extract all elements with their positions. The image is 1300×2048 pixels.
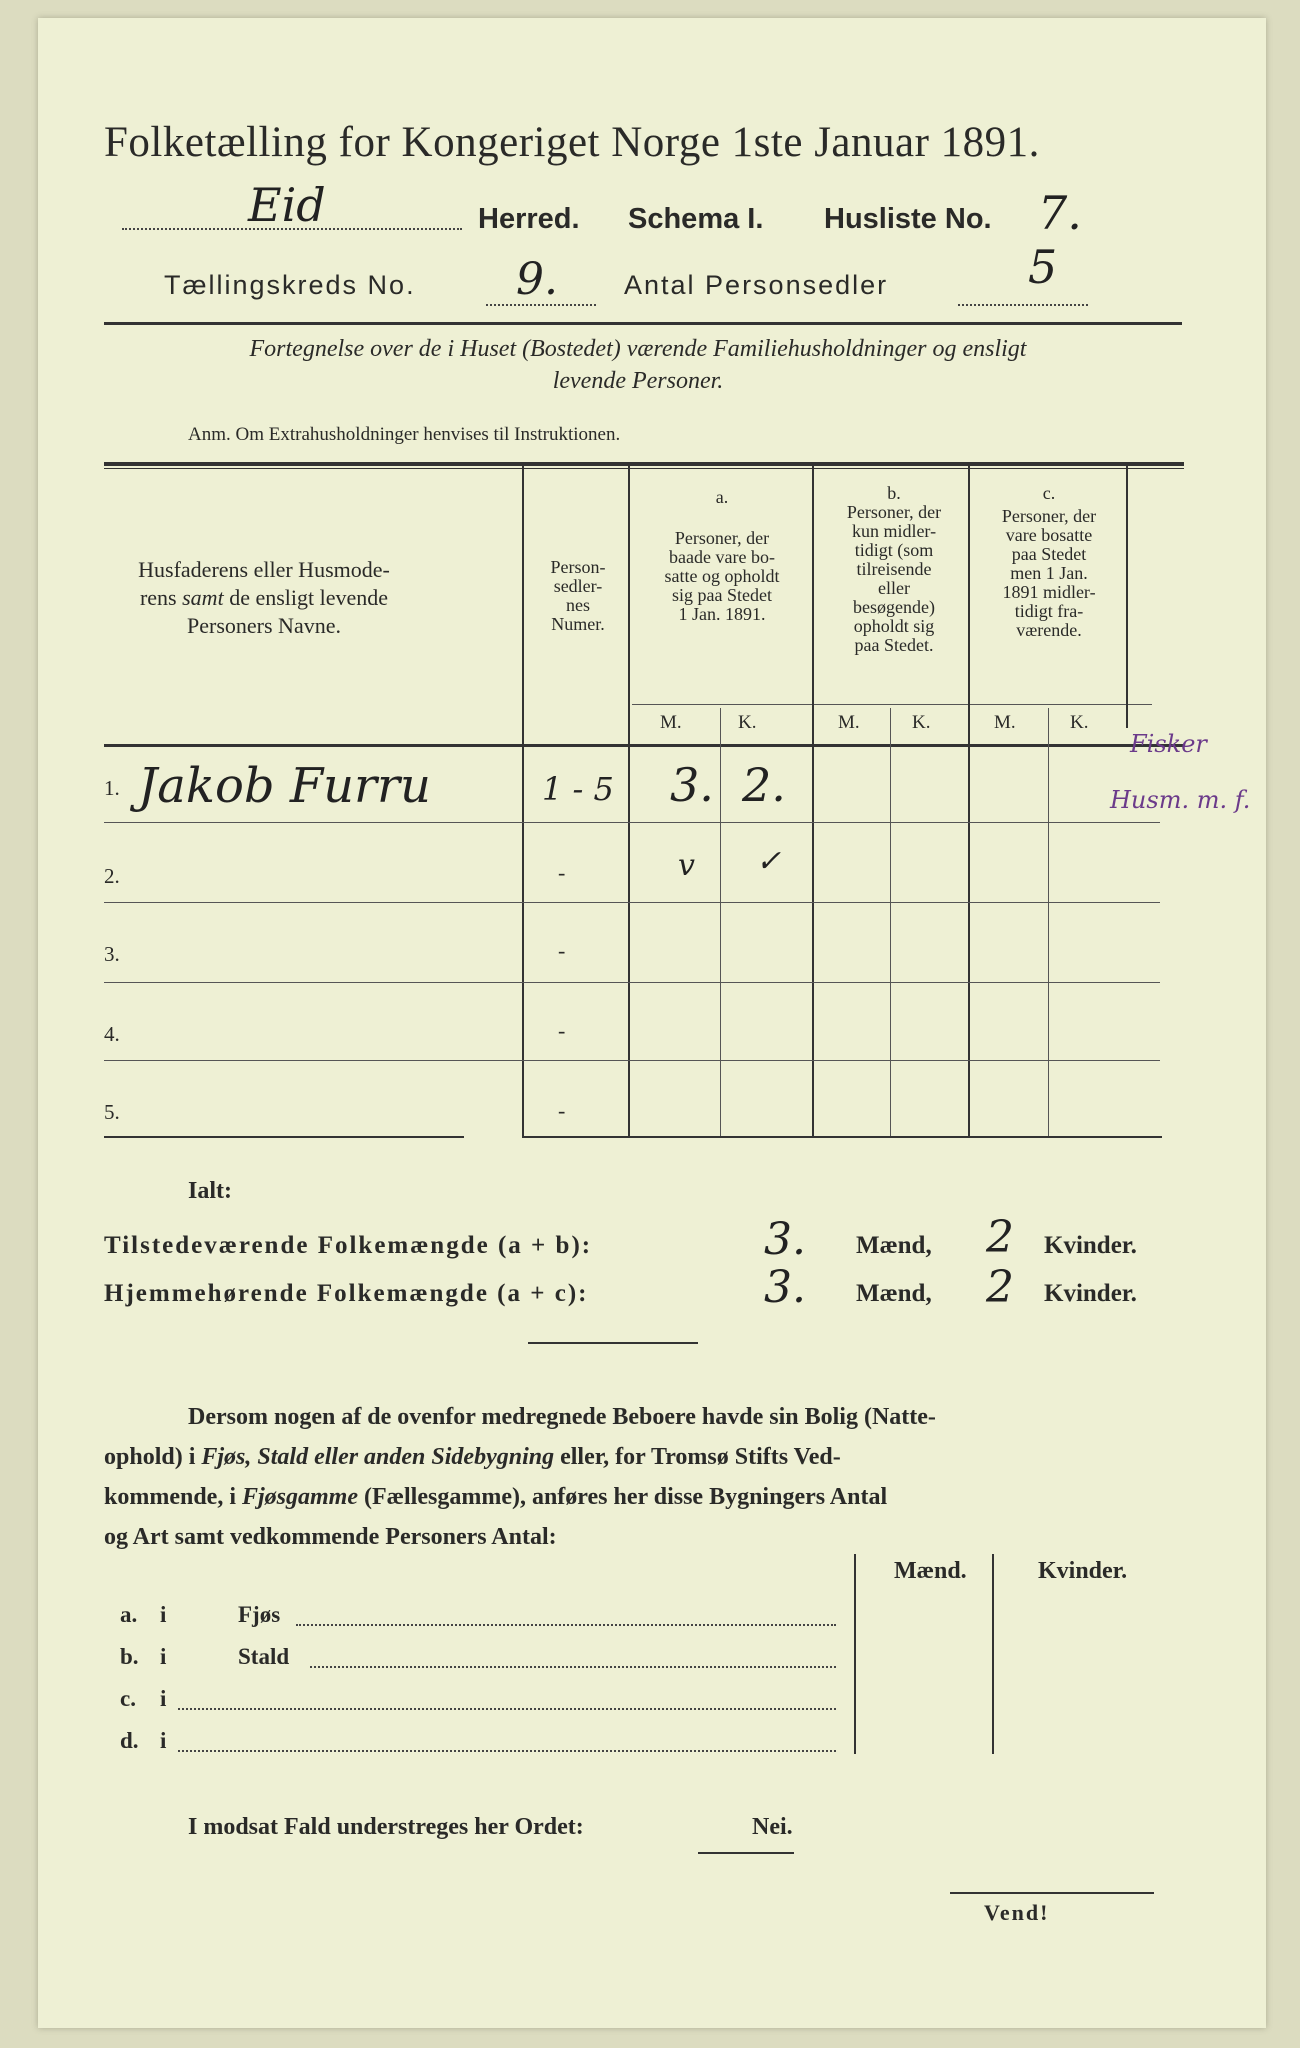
row-numer[interactable]: - <box>558 1098 566 1123</box>
row-name[interactable]: Jakob Furru <box>138 758 431 814</box>
row-a-m[interactable]: v <box>678 848 695 883</box>
b-h0: Personer, der <box>846 502 942 522</box>
personsedler-dotted-line <box>958 304 1088 306</box>
col-numer-header <box>528 558 628 634</box>
vline-a <box>812 466 814 1136</box>
intro-line-1: Fortegnelse over de i Huset (Bostedet) værende Familiehusholdninger og ensligt <box>249 336 1027 362</box>
bygning-label: Fjøs <box>238 1602 281 1627</box>
row-numer[interactable]: - <box>558 938 566 963</box>
kreds-value[interactable]: 9. <box>516 254 558 305</box>
bygning-label: Stald <box>238 1644 290 1669</box>
intro-line-2: levende Personer. <box>552 368 724 394</box>
margin-note-fisker[interactable]: Fisker <box>1130 730 1207 758</box>
bygning-p4: og Art samt vedkommende Personers Antal: <box>104 1524 557 1550</box>
bygning-i: i <box>160 1728 167 1753</box>
a-m-label: M. <box>660 712 682 733</box>
col-c-header <box>972 484 1126 640</box>
bygning-dots <box>310 1666 836 1668</box>
vline-names <box>522 466 524 1136</box>
c-h0: Personer, der <box>1001 506 1097 526</box>
modsat-word[interactable]: Nei. <box>752 1814 793 1840</box>
b-h5: besøgende) <box>853 597 935 617</box>
b-h6: opholdt sig <box>853 616 935 636</box>
table-top-rule-thin <box>104 468 1184 469</box>
husliste-value[interactable]: 7. <box>1038 186 1082 240</box>
b-h7: paa Stedet. <box>854 635 934 655</box>
col-a-header <box>632 488 812 624</box>
vline-c-mk <box>1048 708 1049 1136</box>
bygning-p3a: kommende, i <box>104 1484 242 1510</box>
b-m-label: M. <box>838 712 860 733</box>
b-h2: tidigt (som <box>854 540 934 560</box>
margin-note-husm[interactable]: Husm. m. f. <box>1110 786 1251 814</box>
bygning-i: i <box>160 1644 167 1669</box>
b-k-label: K. <box>912 712 931 733</box>
col-names-header-line1: Husfaderens eller Husmode- <box>138 557 390 582</box>
c-m-label: M. <box>994 712 1016 733</box>
tilstede-maend-value[interactable]: 3. <box>764 1214 806 1265</box>
row-number: 4. <box>104 1022 120 1046</box>
bygning-letter: a. <box>120 1602 138 1627</box>
a-h1: baade vare bo- <box>669 547 775 567</box>
bygning-vline-1 <box>854 1554 856 1754</box>
herred-value[interactable]: Eid <box>248 178 326 232</box>
row-number: 2. <box>104 864 120 888</box>
bygning-p3c: (Fællesgamme), anføres her disse Bygningers Antal <box>358 1484 888 1510</box>
bygning-i: i <box>160 1602 167 1627</box>
bygning-p3 <box>104 1484 887 1511</box>
tilstede-kvinder-label: Kvinder. <box>1044 1232 1137 1259</box>
c-h6: værende. <box>1016 620 1082 640</box>
bygning-p3b: Fjøsgamme <box>242 1484 359 1510</box>
row-rule-1 <box>104 822 1160 823</box>
col-names-h2c: de ensligt levende <box>223 585 389 610</box>
herred-label: Herred. <box>478 203 580 235</box>
col-a-letter: a. <box>715 487 729 507</box>
numer-h0: Person- <box>550 557 606 577</box>
vend-label: Vend! <box>984 1900 1050 1925</box>
bygning-dots <box>296 1624 836 1626</box>
numer-h2: nes <box>566 595 590 615</box>
vline-numer <box>628 466 630 1136</box>
bygning-dots <box>178 1750 836 1752</box>
row-numer[interactable]: - <box>558 1018 566 1043</box>
personsedler-value[interactable]: 5 <box>1028 240 1058 294</box>
b-h1: kun midler- <box>851 521 937 541</box>
a-h0: Personer, der <box>674 528 770 548</box>
tilstede-maend-label: Mænd, <box>856 1232 932 1259</box>
row-numer[interactable]: 1 - 5 <box>542 770 614 808</box>
col-b-letter: b. <box>887 483 901 503</box>
col-names-h2b: samt <box>182 585 224 610</box>
bygning-p1: Dersom nogen af de ovenfor medregnede Beboere havde sin Bolig (Natte- <box>188 1404 936 1430</box>
ialt-label: Ialt: <box>188 1178 232 1204</box>
row-rule-4 <box>104 1060 1160 1061</box>
col-names-header-line3: Personers Navne. <box>187 613 341 638</box>
a-h3: sig paa Stedet <box>672 585 772 605</box>
section-divider <box>528 1342 698 1344</box>
bygning-letter: b. <box>120 1644 139 1669</box>
tilstede-kvinder-value[interactable]: 2 <box>986 1212 1014 1263</box>
b-h4: eller <box>878 578 910 598</box>
bygning-p2c: eller, for Tromsø Stifts Ved- <box>554 1444 841 1470</box>
table-top-rule <box>104 462 1184 466</box>
table-bottom-rule-left <box>104 1136 464 1138</box>
row-rule-3 <box>104 982 1160 983</box>
vline-a-mk <box>720 708 721 1136</box>
bygning-maend-header: Mænd. <box>894 1558 967 1584</box>
vend-rule <box>950 1892 1154 1894</box>
c-h1: vare bosatte <box>1005 525 1093 545</box>
bygning-letter: d. <box>120 1728 139 1753</box>
row-a-m[interactable]: 3. <box>670 758 714 812</box>
vline-b <box>968 466 970 1136</box>
col-names-h2a: rens <box>139 585 183 610</box>
bygning-dots <box>178 1708 836 1710</box>
bygning-p2a: ophold) i <box>104 1444 202 1470</box>
a-h2: satte og opholdt <box>664 566 780 586</box>
intro-note: Anm. Om Extrahusholdninger henvises til Instruktionen. <box>188 424 621 445</box>
personsedler-label: Antal Personsedler <box>624 270 889 300</box>
col-names-header <box>104 556 424 640</box>
numer-h3: Numer. <box>551 614 605 634</box>
hjemme-kvinder-label: Kvinder. <box>1044 1280 1137 1307</box>
row-number: 1. <box>104 776 120 800</box>
col-c-letter: c. <box>1042 483 1056 503</box>
bygning-p2b: Fjøs, Stald eller anden Sidebygning <box>201 1444 555 1470</box>
husliste-label: Husliste No. <box>824 203 992 235</box>
row-number: 5. <box>104 1100 120 1124</box>
mk-top-rule <box>632 704 1152 705</box>
hjemme-maend-label: Mænd, <box>856 1280 932 1307</box>
bygning-letter: c. <box>120 1686 136 1711</box>
modsat-label: I modsat Fald understreges her Ordet: <box>188 1814 584 1840</box>
bygning-i: i <box>160 1686 167 1711</box>
table-bottom-rule-right <box>522 1136 1162 1138</box>
numer-h1: sedler- <box>553 576 603 596</box>
c-h3: men 1 Jan. <box>1010 563 1088 583</box>
row-a-k[interactable]: 2. <box>742 758 786 812</box>
nei-underline <box>698 1852 794 1854</box>
c-k-label: K. <box>1070 712 1089 733</box>
row-number: 3. <box>104 942 120 966</box>
c-h4: 1891 midler- <box>1002 582 1096 602</box>
hjemme-label: Hjemmehørende Folkemængde (a + c): <box>104 1280 589 1307</box>
row-rule-2 <box>104 902 1160 903</box>
census-form-page <box>38 18 1266 2028</box>
bygning-p2 <box>104 1444 841 1471</box>
c-h5: tidigt fra- <box>1014 601 1084 621</box>
row-numer[interactable]: - <box>558 860 566 885</box>
a-h4: 1 Jan. 1891. <box>678 604 766 624</box>
col-b-header <box>816 484 972 655</box>
kreds-label: Tællingskreds No. <box>164 270 416 300</box>
col-names-header-line2 <box>104 584 424 612</box>
vline-b-mk <box>890 708 891 1136</box>
header-rule <box>104 322 1182 325</box>
c-h2: paa Stedet <box>1011 544 1087 564</box>
a-k-label: K. <box>738 712 757 733</box>
schema-label: Schema I. <box>628 203 764 235</box>
form-title: Folketælling for Kongeriget Norge 1ste Januar 1891. <box>104 119 1040 166</box>
bygning-kvinder-header: Kvinder. <box>1038 1558 1128 1584</box>
vline-c <box>1126 466 1128 728</box>
header-bottom-rule <box>104 744 1184 747</box>
hjemme-kvinder-value[interactable]: 2 <box>986 1262 1014 1313</box>
hjemme-maend-value[interactable]: 3. <box>764 1262 806 1313</box>
b-h3: tilreisende <box>856 559 932 579</box>
tilstede-label: Tilstedeværende Folkemængde (a + b): <box>104 1232 593 1259</box>
row-a-k[interactable]: ✓ <box>756 844 782 879</box>
bygning-vline-2 <box>992 1554 994 1754</box>
